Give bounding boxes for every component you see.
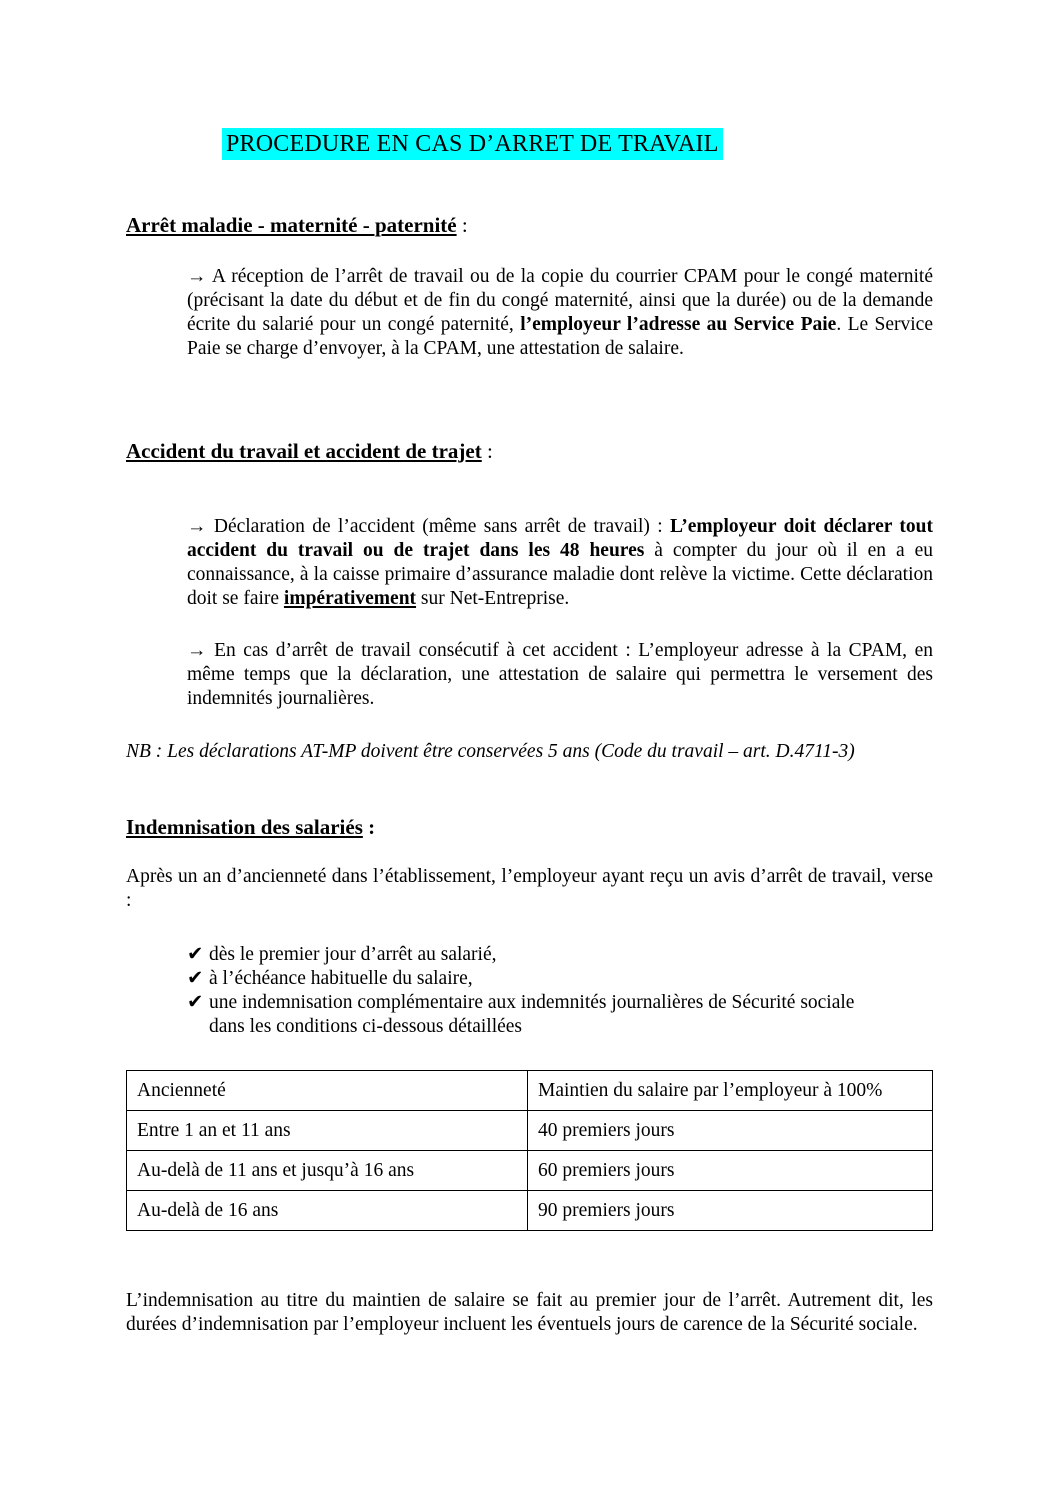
- table-row: [127, 1191, 933, 1231]
- table-row: [127, 1151, 933, 1191]
- section-heading-text: Arrêt maladie - maternité - paternité: [126, 213, 457, 237]
- table-cell: Au-delà de 11 ans et jusqu’à 16 ans: [127, 1151, 528, 1191]
- table-row: [127, 1111, 933, 1151]
- list-item-text: dès le premier jour d’arrêt au salarié,: [209, 944, 497, 965]
- list-item: [187, 991, 947, 1015]
- paragraph-text: Déclaration de l’accident (même sans arrêt de travail) :: [206, 516, 671, 537]
- paragraph-arret-consecutif: [187, 639, 933, 711]
- table-header-cell: Ancienneté: [127, 1071, 528, 1111]
- check-icon: ✔: [187, 992, 204, 1013]
- list-item-continuation: dans les conditions ci-dessous détaillées: [209, 1016, 523, 1037]
- paragraph-text: En cas d’arrêt de travail consécutif à cet accident : L’employeur adresse à la CPAM, en même temps que la déclaration, une attestation de salaire qui permettra le versement des indemnités journalières.: [187, 640, 933, 709]
- table-cell: 40 premiers jours: [528, 1111, 933, 1151]
- paragraph-indemnisation-intro: Après un an d’ancienneté dans l’établissement, l’employeur ayant reçu un avis d’arrêt de travail, verse :: [126, 866, 933, 911]
- list-item-text: une indemnisation complémentaire aux indemnités journalières de Sécurité sociale: [209, 992, 855, 1013]
- paragraph-bold-text: l’employeur l’adresse au Service Paie: [520, 314, 837, 335]
- paragraph-declaration-accident: [187, 515, 933, 611]
- table-cell: 90 premiers jours: [528, 1191, 933, 1231]
- anciennete-table: [126, 1070, 933, 1231]
- paragraph-text: A réception de l’arrêt de travail ou de la copie du courrier CPAM pour le congé maternité (précisant la date du début et de fin du congé maternité, ainsi que la durée) ou de la demande écrite du salarié pour un congé paternité,: [187, 266, 933, 335]
- paragraph-bold-underlined-text: impérativement: [283, 588, 417, 609]
- section-heading-arret-maladie: [126, 212, 468, 238]
- table-cell: Entre 1 an et 11 ans: [127, 1111, 528, 1151]
- table-cell: 60 premiers jours: [528, 1151, 933, 1191]
- heading-colon: :: [362, 815, 376, 839]
- paragraph-closing: L’indemnisation au titre du maintien de salaire se fait au premier jour de l’arrêt. Autrement dit, les durées d’indemnisation par l’employeur incluent les éventuels jours de carence de la Sécurité sociale.: [126, 1290, 933, 1335]
- paragraph-arret-maladie: [187, 265, 933, 361]
- section-heading-text: Indemnisation des salariés: [126, 815, 363, 839]
- paragraph-text: à compter du jour où il en a eu connaissance, à la caisse primaire d’assurance maladie dont relève la victime. Cette déclaration doit se faire: [187, 540, 933, 609]
- paragraph-text: . Le Service Paie se charge d’envoyer, à la CPAM, une attestation de salaire.: [187, 314, 933, 359]
- nb-note: NB : Les déclarations AT-MP doivent être conservées 5 ans (Code du travail – art. D.4711-3): [126, 741, 855, 762]
- section-heading-text: Accident du travail et accident de trajet: [126, 439, 482, 463]
- list-item: [187, 967, 947, 991]
- arrow-icon: →: [187, 640, 207, 661]
- paragraph-bold-text: L’employeur doit déclarer tout accident du travail ou de trajet dans les 48 heures: [187, 516, 933, 561]
- arrow-icon: →: [187, 516, 207, 537]
- list-item-text: à l’échéance habituelle du salaire,: [209, 968, 473, 989]
- check-icon: ✔: [187, 944, 204, 965]
- list-item: [187, 943, 947, 967]
- paragraph-text: sur Net-Entreprise.: [416, 588, 570, 609]
- table-header-row: [127, 1071, 933, 1111]
- check-list: [187, 943, 947, 1039]
- table-header-cell: Maintien du salaire par l’employeur à 100%: [528, 1071, 933, 1111]
- heading-colon: :: [481, 439, 493, 463]
- heading-colon: :: [456, 213, 468, 237]
- section-heading-accident: [126, 438, 493, 464]
- arrow-icon: →: [187, 266, 207, 287]
- check-icon: ✔: [187, 968, 204, 989]
- table-cell: Au-delà de 16 ans: [127, 1191, 528, 1231]
- section-heading-indemnisation: [126, 814, 375, 840]
- page-title: PROCEDURE EN CAS D’ARRET DE TRAVAIL: [222, 128, 723, 160]
